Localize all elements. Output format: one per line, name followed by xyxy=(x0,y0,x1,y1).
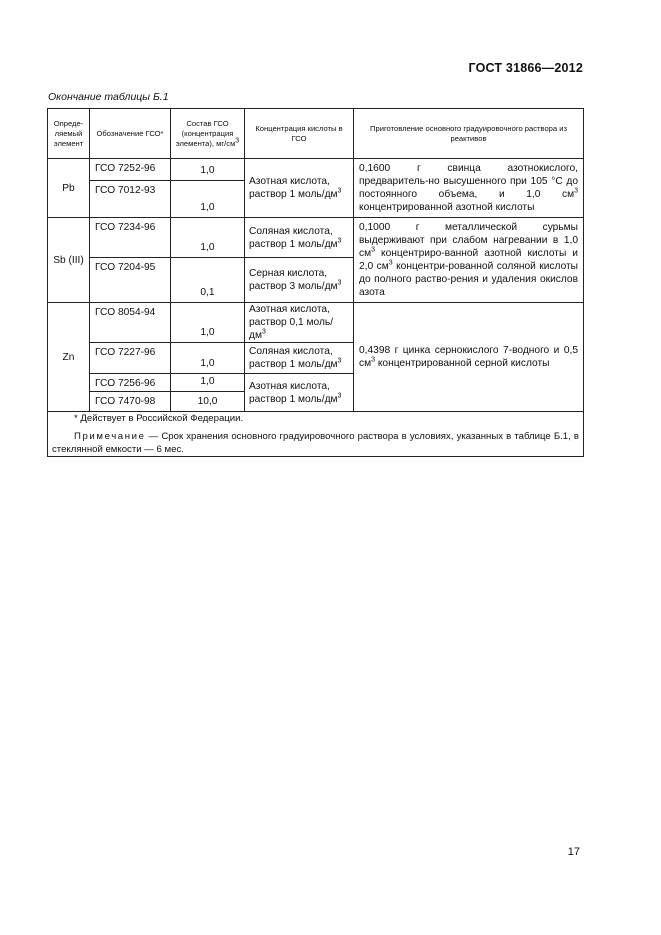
composition-cell: 1,0 xyxy=(171,343,245,374)
table-notes xyxy=(48,412,584,457)
table-row xyxy=(48,218,584,258)
header-element: Опреде-ляемый элемент xyxy=(48,109,90,159)
composition-cell: 1,0 xyxy=(171,218,245,258)
acid-cell: Серная кислота, раствор 3 моль/$дм^3$ xyxy=(245,258,354,303)
header-preparation: Приготовление основного градуировочного раствора из реактивов xyxy=(354,109,584,159)
table-header-row xyxy=(48,109,584,159)
gso-code-cell: ГСО 7227-96 xyxy=(90,343,171,374)
reference-materials-table xyxy=(47,108,584,457)
header-composition: Состав ГСО (концентрация элемента), $мг/см^3$ xyxy=(171,109,245,159)
composition-cell: 10,0 xyxy=(171,392,245,412)
gso-code-cell: ГСО 7012-93 xyxy=(90,180,171,217)
composition-cell: 1,0 xyxy=(171,180,245,217)
composition-cell: 1,0 xyxy=(171,159,245,181)
header-designation: Обозначение ГСО* xyxy=(90,109,171,159)
footnote: * Действует в Российской Федерации. xyxy=(74,413,244,424)
element-cell: Zn xyxy=(48,303,90,412)
table-note: Примечание — Срок хранения основного градуировочного раствора в условиях, указанных в таблице Б.1, в стеклянной емкости — 6 мес. xyxy=(52,431,579,455)
table-notes-row xyxy=(48,412,584,457)
acid-cell: Азотная кислота, раствор 1 моль/$дм^3$ xyxy=(245,374,354,412)
element-cell: Pb xyxy=(48,159,90,218)
preparation-cell: 0,1000 г металлической сурьмы выдерживают при слабом нагревании в 1,0 $см^3$ концентриро-ванной азотной кислоты и 2,0 $см^3$ концентри-рованной соляной кислоты до полного раство-рения и удаления окислов азота xyxy=(354,218,584,303)
acid-cell: Азотная кислота, раствор 0,1 моль/$дм^3$ xyxy=(245,303,354,343)
acid-cell: Соляная кислота, раствор 1 моль/$дм^3$ xyxy=(245,218,354,258)
preparation-cell: 0,4398 г цинка сернокислого 7-водного и 0,5 $см^3$ концентрированной серной кислоты xyxy=(354,303,584,412)
gso-code-cell: ГСО 7256-96 xyxy=(90,374,171,392)
gso-code-cell: ГСО 8054-94 xyxy=(90,303,171,343)
table-caption: Окончание таблицы Б.1 xyxy=(48,91,169,103)
element-cell: Sb (III) xyxy=(48,218,90,303)
table-row xyxy=(48,159,584,181)
gso-code-cell: ГСО 7470-98 xyxy=(90,392,171,412)
gso-code-cell: ГСО 7204-95 xyxy=(90,258,171,303)
composition-cell: 0,1 xyxy=(171,258,245,303)
page-number: 17 xyxy=(567,846,580,858)
standard-code: ГОСТ 31866—2012 xyxy=(468,61,583,75)
preparation-cell: 0,1600 г свинца азотнокислого, предваритель-но высушенного при 105 °С до постоянного объема, и 1,0 $см^3$ концентрированной азотной кислоты xyxy=(354,159,584,218)
acid-cell: Азотная кислота, раствор 1 моль/$дм^3$ xyxy=(245,159,354,218)
acid-cell: Соляная кислота, раствор 1 моль/$дм^3$ xyxy=(245,343,354,374)
gso-code-cell: ГСО 7234-96 xyxy=(90,218,171,258)
gso-code-cell: ГСО 7252-96 xyxy=(90,159,171,181)
composition-cell: 1,0 xyxy=(171,303,245,343)
header-acid: Концентрация кислоты в ГСО xyxy=(245,109,354,159)
table-row xyxy=(48,303,584,343)
composition-cell: 1,0 xyxy=(171,374,245,392)
